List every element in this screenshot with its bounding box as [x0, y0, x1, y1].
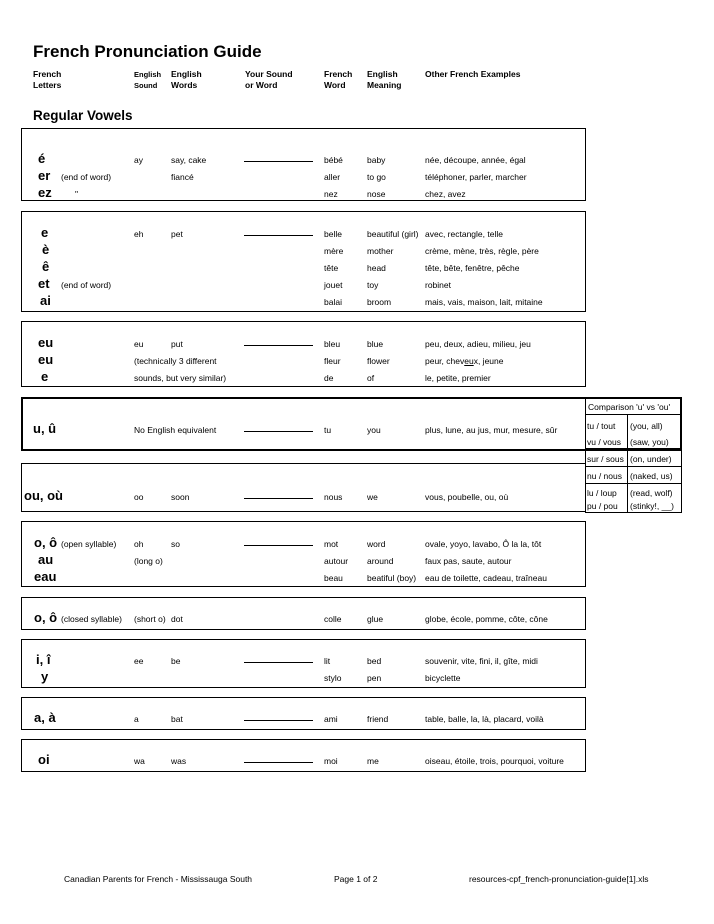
header-line: or Word	[245, 80, 278, 90]
other-examples: le, petite, premier	[425, 373, 491, 383]
french-word: tête	[324, 263, 339, 273]
english-sound: (long o)	[134, 556, 163, 566]
french-letter: ou, où	[24, 488, 63, 503]
header-line: Your Sound	[245, 69, 293, 79]
your-sound-blank[interactable]	[244, 662, 313, 663]
french-letter: et	[38, 276, 50, 291]
header-line: English	[171, 69, 202, 79]
letter-note: "	[75, 189, 79, 199]
your-sound-blank[interactable]	[244, 720, 313, 721]
header-line: Word	[324, 80, 346, 90]
english-meaning: broom	[367, 297, 392, 307]
french-letter: oi	[38, 752, 50, 767]
group-box-ou	[21, 463, 586, 512]
your-sound-blank[interactable]	[244, 431, 313, 432]
english-words: bat	[171, 714, 183, 724]
english-meaning: mother	[367, 246, 394, 256]
french-letter: eu	[38, 352, 54, 367]
comparison-meaning: (naked, us)	[630, 471, 673, 481]
other-examples: bicyclette	[425, 673, 461, 683]
group-box-eu	[21, 321, 586, 387]
header-line: English	[367, 69, 398, 79]
comparison-pair: vu / vous	[587, 437, 622, 447]
english-words: be	[171, 656, 181, 666]
english-words: soon	[171, 492, 190, 502]
french-letter: è	[42, 242, 50, 257]
other-examples: mais, vais, maison, lait, mitaine	[425, 297, 543, 307]
french-letter: e	[41, 369, 49, 384]
english-words: so	[171, 539, 180, 549]
comparison-title: Comparison 'u' vs 'ou'	[588, 402, 671, 412]
english-sound: sounds, but very similar)	[134, 373, 227, 383]
group-box-u	[21, 397, 682, 451]
letter-note: (open syllable)	[61, 539, 117, 549]
section-title: Regular Vowels	[33, 108, 133, 123]
french-letter: ai	[40, 293, 51, 308]
english-meaning: bed	[367, 656, 382, 666]
english-meaning: beatiful (boy)	[367, 573, 417, 583]
comparison-meaning: (you, all)	[630, 421, 663, 431]
french-word: mot	[324, 539, 339, 549]
comparison-rule	[585, 483, 682, 484]
french-letter: a, à	[34, 710, 56, 725]
french-word: moi	[324, 756, 338, 766]
french-word: nez	[324, 189, 338, 199]
other-examples: faux pas, saute, autour	[425, 556, 512, 566]
english-meaning: nose	[367, 189, 386, 199]
french-word: autour	[324, 556, 349, 566]
comparison-rule	[585, 466, 682, 467]
french-letter: o, ô	[34, 610, 58, 625]
french-letter: er	[38, 168, 51, 183]
your-sound-blank[interactable]	[244, 345, 313, 346]
comparison-meaning: (read, wolf)	[630, 488, 673, 498]
other-examples: téléphoner, parler, marcher	[425, 172, 527, 182]
english-meaning: we	[367, 492, 378, 502]
french-letter: ez	[38, 185, 52, 200]
header-other-examples: Other French Examples	[425, 69, 521, 79]
other-examples: oiseau, étoile, trois, pourquoi, voiture	[425, 756, 564, 766]
footer-organization: Canadian Parents for French - Mississauga South	[64, 874, 253, 884]
french-letter: y	[41, 669, 49, 684]
header-line: French	[324, 69, 353, 79]
english-meaning: blue	[367, 339, 384, 349]
french-letter: ê	[42, 259, 50, 274]
english-sound: a	[134, 714, 139, 724]
your-sound-blank[interactable]	[244, 161, 313, 162]
french-word: belle	[324, 229, 342, 239]
english-meaning: baby	[367, 155, 386, 165]
other-examples: chez, avez	[425, 189, 466, 199]
english-words: dot	[171, 614, 183, 624]
english-meaning: word	[367, 539, 386, 549]
other-examples: robinet	[425, 280, 451, 290]
english-sound: (technically 3 different	[134, 356, 217, 366]
french-word: beau	[324, 573, 343, 583]
other-examples: crème, mène, très, règle, père	[425, 246, 539, 256]
header-line: French	[33, 69, 62, 79]
other-examples: avec, rectangle, telle	[425, 229, 503, 239]
comparison-pair: sur / sous	[587, 454, 624, 464]
other-examples: peur, cheveux, jeune	[425, 356, 504, 366]
your-sound-blank[interactable]	[244, 498, 313, 499]
comparison-rule	[585, 448, 682, 449]
header-english-sound	[134, 69, 161, 91]
french-word: lit	[324, 656, 331, 666]
french-letter: e	[41, 225, 49, 240]
header-line: Meaning	[367, 80, 402, 90]
comparison-rule	[585, 414, 682, 415]
french-word: jouet	[324, 280, 343, 290]
english-sound: ee	[134, 656, 144, 666]
other-examples: vous, poubelle, ou, où	[425, 492, 509, 502]
english-words: pet	[171, 229, 183, 239]
english-meaning: me	[367, 756, 379, 766]
english-meaning: you	[367, 425, 381, 435]
other-examples: tête, bête, fenêtre, pêche	[425, 263, 520, 273]
english-meaning: of	[367, 373, 375, 383]
english-sound: wa	[134, 756, 145, 766]
english-sound: (short o)	[134, 614, 166, 624]
english-meaning: beautiful (girl)	[367, 229, 419, 239]
french-letter: u, û	[33, 421, 57, 436]
header-line: English	[134, 70, 162, 79]
other-examples: peu, deux, adieu, milieu, jeu	[425, 339, 531, 349]
your-sound-blank[interactable]	[244, 762, 313, 763]
header-line: Letters	[33, 80, 62, 90]
english-meaning: glue	[367, 614, 384, 624]
other-examples: plus, lune, au jus, mur, mesure, sûr	[425, 425, 558, 435]
letter-note: (end of word)	[61, 280, 112, 290]
french-word: aller	[324, 172, 341, 182]
comparison-meaning: (on, under)	[630, 454, 672, 464]
comparison-meaning: (saw, you)	[630, 437, 669, 447]
french-word: fleur	[324, 356, 341, 366]
english-meaning: to go	[367, 172, 386, 182]
french-letter: au	[38, 552, 54, 567]
other-examples: née, découpe, année, égal	[425, 155, 526, 165]
header-line: Words	[171, 80, 198, 90]
comparison-pair: nu / nous	[587, 471, 622, 481]
english-sound: eu	[134, 339, 144, 349]
french-letter: é	[38, 151, 46, 166]
header-english-words	[171, 69, 202, 91]
other-examples: eau de toilette, cadeau, traîneau	[425, 573, 547, 583]
letter-note: (end of word)	[61, 172, 112, 182]
comparison-pair: lu / loup	[587, 488, 617, 498]
english-sound: oo	[134, 492, 144, 502]
comparison-divider	[627, 415, 628, 513]
english-sound: oh	[134, 539, 144, 549]
french-letter: eu	[38, 335, 54, 350]
french-letter: o, ô	[34, 535, 58, 550]
french-word: bleu	[324, 339, 341, 349]
comparison-border-bottom	[585, 512, 682, 513]
comparison-meaning: (stinky!, __)	[630, 501, 674, 511]
english-words: say, cake	[171, 155, 207, 165]
english-sound: ay	[134, 155, 143, 165]
other-examples: ovale, yoyo, lavabo, Ô la la, tôt	[425, 539, 542, 549]
comparison-pair: pu / pou	[587, 501, 618, 511]
english-meaning: around	[367, 556, 394, 566]
letter-note: (closed syllable)	[61, 614, 122, 624]
page-title: French Pronunciation Guide	[33, 42, 262, 61]
footer-filename: resources-cpf_french-pronunciation-guide[1].xls	[469, 874, 649, 884]
your-sound-blank[interactable]	[244, 235, 313, 236]
english-meaning: flower	[367, 356, 390, 366]
french-word: nous	[324, 492, 343, 502]
header-line: Sound	[134, 81, 158, 90]
english-meaning: head	[367, 263, 386, 273]
english-words: was	[171, 756, 187, 766]
english-meaning: toy	[367, 280, 379, 290]
header-french-word	[324, 69, 352, 91]
french-word: ami	[324, 714, 338, 724]
english-meaning: pen	[367, 673, 382, 683]
french-word: colle	[324, 614, 342, 624]
footer-page-number: Page 1 of 2	[334, 874, 378, 884]
comparison-border-right	[681, 448, 682, 513]
header-french-letters	[33, 69, 61, 91]
english-meaning: friend	[367, 714, 389, 724]
english-sound: No English equivalent	[134, 425, 217, 435]
other-examples: souvenir, vite, fini, il, gîte, midi	[425, 656, 538, 666]
your-sound-blank[interactable]	[244, 545, 313, 546]
english-words: put	[171, 339, 183, 349]
french-word: de	[324, 373, 334, 383]
other-examples: globe, école, pomme, côte, cône	[425, 614, 548, 624]
english-words: fiancé	[171, 172, 194, 182]
header-english-meaning	[367, 69, 401, 91]
english-sound: eh	[134, 229, 144, 239]
comparison-pair: tu / tout	[587, 421, 616, 431]
french-word: balai	[324, 297, 342, 307]
french-word: stylo	[324, 673, 342, 683]
french-word: tu	[324, 425, 332, 435]
french-letter: i, î	[36, 652, 51, 667]
other-examples: table, balle, la, là, placard, voilà	[425, 714, 544, 724]
french-letter: eau	[34, 569, 57, 584]
header-your-sound	[245, 69, 293, 91]
french-word: bébé	[324, 155, 343, 165]
french-word: mère	[324, 246, 344, 256]
